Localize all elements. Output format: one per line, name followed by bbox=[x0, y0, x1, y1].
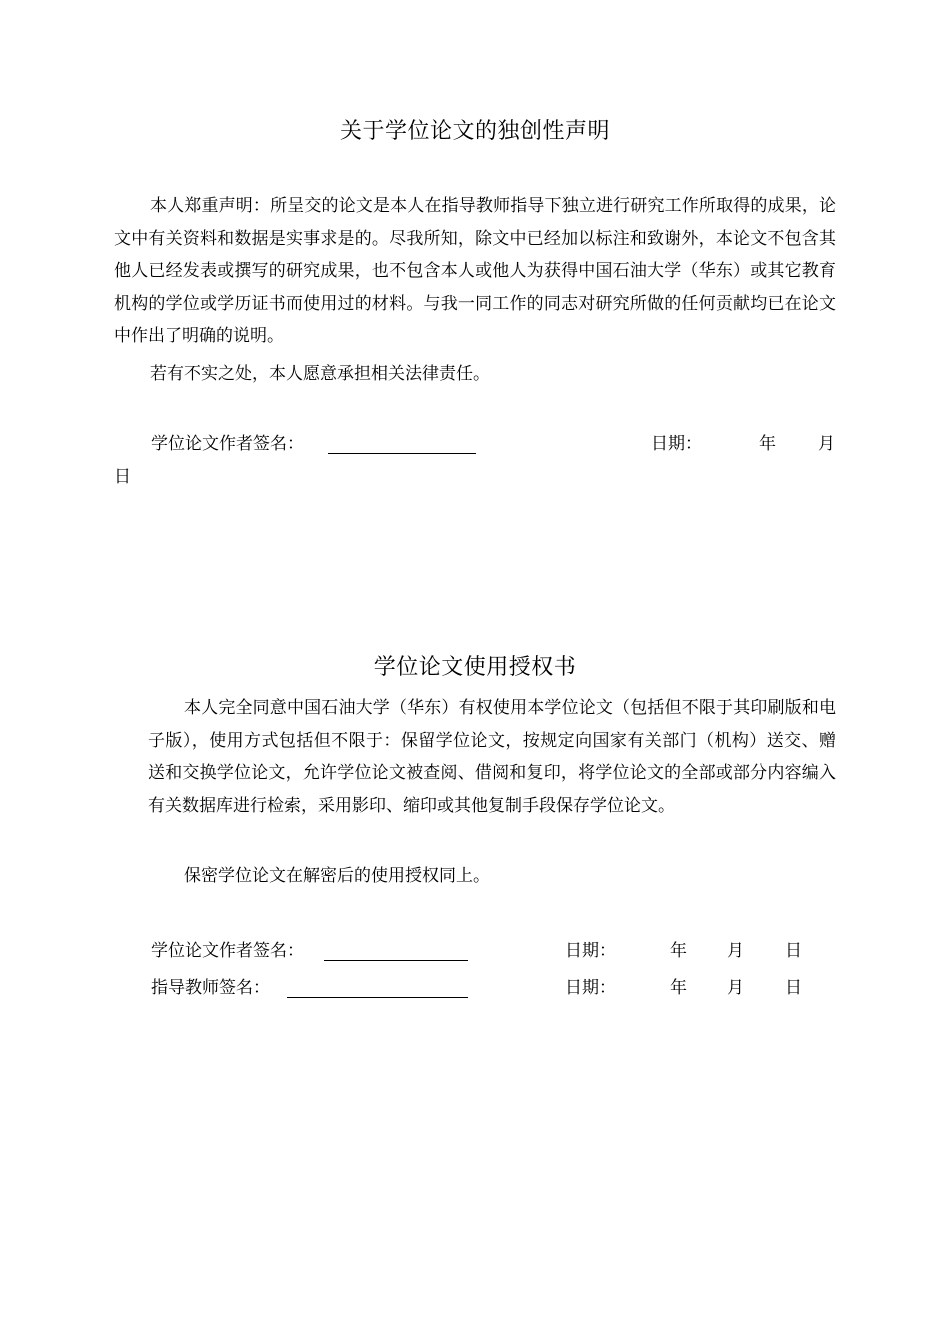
author-signature-label: 学位论文作者签名： bbox=[151, 941, 304, 961]
declaration-day-label: 日 bbox=[114, 467, 131, 487]
authorization-title: 学位论文使用授权书 bbox=[373, 655, 577, 680]
declaration-date-label: 日期： bbox=[651, 434, 702, 454]
declaration-year-label: 年 bbox=[759, 434, 776, 454]
advisor-month-label: 月 bbox=[727, 978, 744, 998]
declaration-paragraph-1: 本人郑重声明：所呈交的论文是本人在指导教师指导下独立进行研究工作所取得的成果，论文中有关资料和数据是实事求是的。尽我所知，除文中已经加以标注和致谢外，本论文不包含其他人已经发表或撰写的研究成果，也不包含本人或他人为获得中国石油大学（华东）或其它教育机构的学位或学历证书而使用过的材料。与我一同工作的同志对研究所做的任何贡献均已在论文中作出了明确的说明。 bbox=[114, 196, 836, 346]
authorization-paragraph-2: 保密学位论文在解密后的使用授权同上。 bbox=[184, 866, 490, 886]
author-month-label: 月 bbox=[727, 941, 744, 961]
author-year-label: 年 bbox=[670, 941, 687, 961]
author-date-label: 日期： bbox=[565, 941, 616, 961]
authorization-paragraph-1: 本人完全同意中国石油大学（华东）有权使用本学位论文（包括但不限于其印刷版和电子版），使用方式包括但不限于：保留学位论文，按规定向国家有关部门（机构）送交、赠送和交换学位论文，允许学位论文被查阅、借阅和复印，将学位论文的全部或部分内容编入有关数据库进行检索，采用影印、缩印或其他复制手段保存学位论文。 bbox=[148, 698, 836, 816]
author-signature-line[interactable] bbox=[324, 960, 468, 961]
author-day-label: 日 bbox=[785, 941, 802, 961]
declaration-month-label: 月 bbox=[818, 434, 835, 454]
advisor-signature-line[interactable] bbox=[287, 997, 468, 998]
advisor-signature-label: 指导教师签名： bbox=[151, 978, 270, 998]
declaration-signature-line[interactable] bbox=[328, 453, 476, 454]
declaration-signature-label: 学位论文作者签名： bbox=[151, 434, 304, 454]
declaration-paragraph-2: 若有不实之处，本人愿意承担相关法律责任。 bbox=[150, 364, 490, 384]
declaration-title: 关于学位论文的独创性声明 bbox=[339, 119, 610, 144]
advisor-day-label: 日 bbox=[785, 978, 802, 998]
advisor-year-label: 年 bbox=[670, 978, 687, 998]
advisor-date-label: 日期： bbox=[565, 978, 616, 998]
